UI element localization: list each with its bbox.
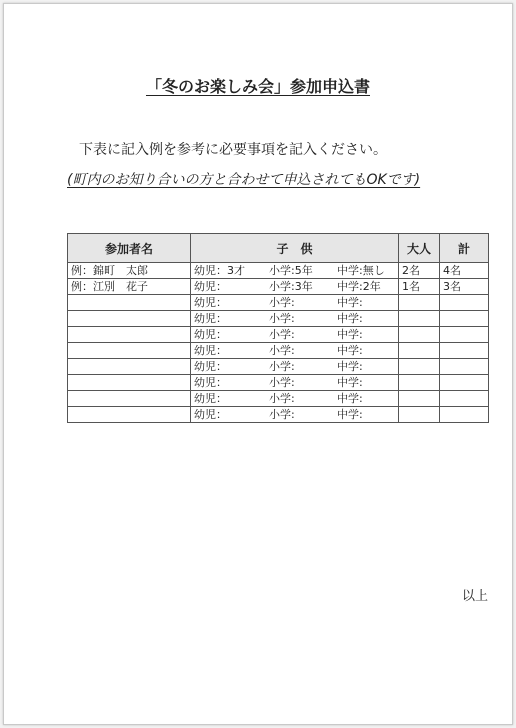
children-cell[interactable] — [191, 343, 399, 359]
children-cell[interactable] — [191, 295, 399, 311]
infant-field: 幼児：3才 — [194, 264, 245, 277]
middle-school-field: 中学: — [337, 376, 363, 389]
adults-cell[interactable] — [399, 359, 440, 375]
middle-school-field: 中学:無し — [337, 264, 385, 277]
elementary-field: 小学: — [269, 328, 295, 341]
closing-text: 以上 — [462, 589, 489, 604]
infant-field: 幼児： — [194, 392, 227, 405]
document-page — [3, 3, 513, 725]
middle-school-field: 中学:2年 — [337, 280, 381, 293]
adults-cell[interactable] — [399, 327, 440, 343]
elementary-field: 小学:3年 — [269, 280, 313, 293]
elementary-field: 小学: — [269, 360, 295, 373]
registration-table — [67, 233, 489, 423]
table-row — [68, 359, 489, 375]
middle-school-field: 中学: — [337, 328, 363, 341]
table-row — [68, 391, 489, 407]
header-children: 子 供 — [191, 234, 399, 263]
elementary-field: 小学: — [269, 376, 295, 389]
infant-field: 幼児： — [194, 328, 227, 341]
total-cell[interactable] — [440, 359, 489, 375]
participant-name-cell[interactable] — [68, 311, 191, 327]
intro-text: 下表に記入例を参考に必要事項を記入ください。 — [79, 142, 387, 158]
middle-school-field: 中学: — [337, 360, 363, 373]
adults-cell[interactable] — [399, 343, 440, 359]
table-row — [68, 343, 489, 359]
table-header-row — [68, 234, 489, 263]
participant-name-cell[interactable] — [68, 407, 191, 423]
elementary-field: 小学:5年 — [269, 264, 313, 277]
infant-field: 幼児： — [194, 376, 227, 389]
table-row — [68, 375, 489, 391]
participant-name-cell[interactable]: 例：錦町 太郎 — [68, 263, 191, 279]
children-cell[interactable] — [191, 311, 399, 327]
adults-cell[interactable] — [399, 375, 440, 391]
header-adults: 大人 — [399, 234, 440, 263]
note-text: (町内のお知り合いの方と合わせて申込されてもOKです) — [67, 172, 421, 188]
total-cell[interactable] — [440, 391, 489, 407]
children-cell[interactable] — [191, 391, 399, 407]
adults-cell[interactable] — [399, 407, 440, 423]
participant-name-cell[interactable] — [68, 295, 191, 311]
table-row — [68, 295, 489, 311]
header-participant-name: 参加者名 — [68, 234, 191, 263]
children-cell[interactable] — [191, 375, 399, 391]
elementary-field: 小学: — [269, 344, 295, 357]
children-cell[interactable] — [191, 263, 399, 279]
adults-cell[interactable] — [399, 295, 440, 311]
middle-school-field: 中学: — [337, 392, 363, 405]
children-cell[interactable] — [191, 359, 399, 375]
infant-field: 幼児： — [194, 360, 227, 373]
total-cell[interactable] — [440, 295, 489, 311]
total-cell[interactable]: 4名 — [440, 263, 489, 279]
total-cell[interactable] — [440, 407, 489, 423]
total-cell[interactable] — [440, 311, 489, 327]
total-cell[interactable] — [440, 375, 489, 391]
elementary-field: 小学: — [269, 392, 295, 405]
title-text: 「冬のお楽しみ会」参加申込書 — [145, 77, 370, 96]
children-cell[interactable] — [191, 407, 399, 423]
children-cell[interactable] — [191, 279, 399, 295]
participant-name-cell[interactable] — [68, 327, 191, 343]
elementary-field: 小学: — [269, 408, 295, 421]
middle-school-field: 中学: — [337, 296, 363, 309]
participant-name-cell[interactable] — [68, 375, 191, 391]
elementary-field: 小学: — [269, 296, 295, 309]
adults-cell[interactable]: 1名 — [399, 279, 440, 295]
table-row — [68, 279, 489, 295]
participant-name-cell[interactable]: 例：江別 花子 — [68, 279, 191, 295]
adults-cell[interactable]: 2名 — [399, 263, 440, 279]
header-total: 計 — [440, 234, 489, 263]
infant-field: 幼児： — [194, 280, 227, 293]
infant-field: 幼児： — [194, 344, 227, 357]
participant-name-cell[interactable] — [68, 359, 191, 375]
children-cell[interactable] — [191, 327, 399, 343]
table-row — [68, 407, 489, 423]
total-cell[interactable] — [440, 343, 489, 359]
infant-field: 幼児： — [194, 296, 227, 309]
table-row — [68, 311, 489, 327]
table-row — [68, 263, 489, 279]
infant-field: 幼児： — [194, 312, 227, 325]
total-cell[interactable]: 3名 — [440, 279, 489, 295]
adults-cell[interactable] — [399, 311, 440, 327]
middle-school-field: 中学: — [337, 344, 363, 357]
total-cell[interactable] — [440, 327, 489, 343]
infant-field: 幼児： — [194, 408, 227, 421]
middle-school-field: 中学: — [337, 408, 363, 421]
table-row — [68, 327, 489, 343]
middle-school-field: 中学: — [337, 312, 363, 325]
document-title — [4, 74, 512, 97]
elementary-field: 小学: — [269, 312, 295, 325]
participant-name-cell[interactable] — [68, 391, 191, 407]
participant-name-cell[interactable] — [68, 343, 191, 359]
adults-cell[interactable] — [399, 391, 440, 407]
